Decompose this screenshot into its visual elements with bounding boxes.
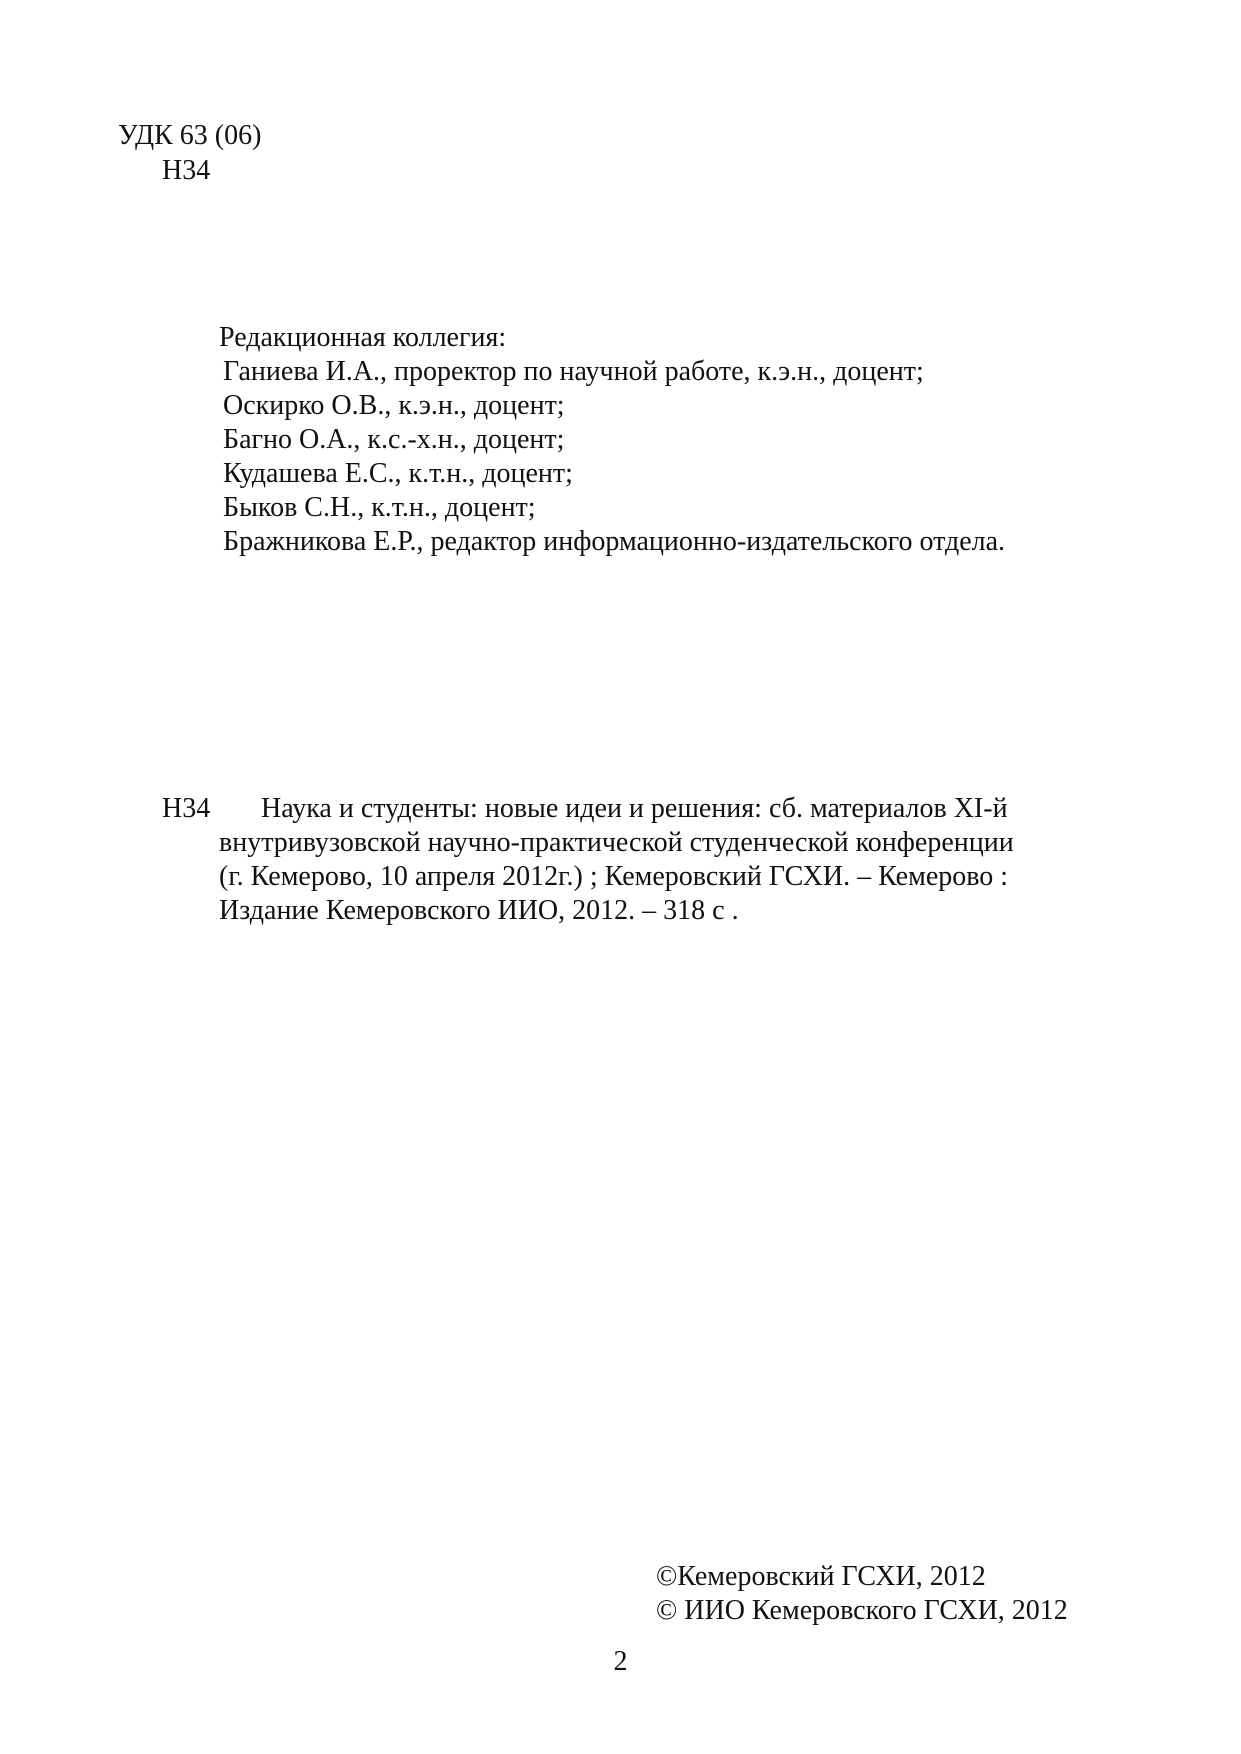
board-member: Оскирко О.В., к.э.н., доцент; — [223, 390, 565, 421]
copyright-line: ©Кемеровский ГСХИ, 2012 — [656, 1561, 986, 1592]
bibliographic-line: (г. Кемерово, 10 апреля 2012г.) ; Кемеровский ГСХИ. – Кемерово : — [219, 861, 1009, 892]
board-member: Ганиева И.А., проректор по научной работе, к.э.н., доцент; — [223, 356, 924, 387]
board-member: Багно О.А., к.с.-х.н., доцент; — [223, 424, 565, 455]
board-member: Кудашева Е.С., к.т.н., доцент; — [223, 458, 573, 489]
author-mark: Н34 — [162, 155, 211, 186]
copyright-line: © ИИО Кемеровского ГСХИ, 2012 — [656, 1595, 1068, 1626]
bibliographic-line: внутривузовской научно-практической студенческой конференции — [219, 827, 1014, 858]
board-member: Бражникова Е.Р., редактор информационно-издательского отдела. — [223, 526, 1006, 557]
bibliographic-description — [219, 792, 1069, 928]
bibliographic-author-mark: Н34 — [162, 793, 211, 824]
copyright-block — [656, 1560, 1068, 1628]
editorial-board-members — [223, 355, 1005, 559]
page-number: 2 — [613, 1646, 628, 1677]
editorial-board — [219, 321, 1005, 559]
bibliographic-line: Наука и студенты: новые идеи и решения: сб. материалов XI-й — [261, 793, 1008, 824]
editorial-board-title: Редакционная коллегия: — [219, 322, 507, 353]
board-member: Быков С.Н., к.т.н., доцент; — [223, 492, 536, 523]
udk-code: УДК 63 (06) — [118, 120, 262, 151]
bibliographic-line: Издание Кемеровского ИИО, 2012. – 318 с . — [219, 895, 739, 926]
